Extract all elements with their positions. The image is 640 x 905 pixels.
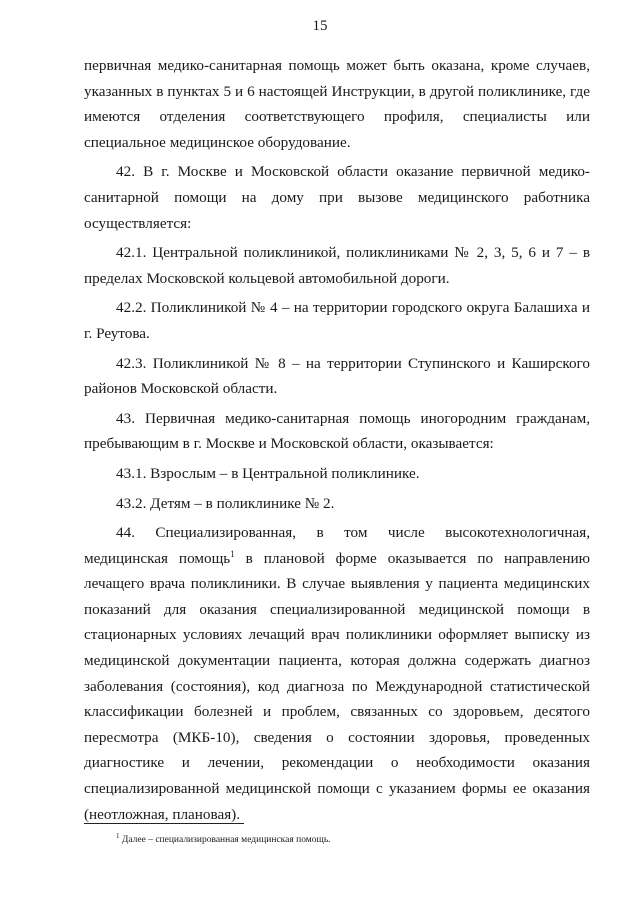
paragraph-43: 43. Первичная медико-санитарная помощь иногородним гражданам, пребывающим в г. Москве и Московской области, оказывается: (84, 409, 590, 453)
page-number: 15 (312, 18, 328, 34)
paragraph-43-1: 43.1. Взрослым – в Центральной поликлинике. (116, 464, 420, 482)
paragraph-42-2: 42.2. Поликлиникой № 4 – на территории городского округа Балашиха и г. Реутова. (84, 299, 590, 342)
paragraph-42-1: 42.1. Центральной поликлиникой, поликлиниками № 2, 3, 5, 6 и 7 – в пределах Московской кольцевой автомобильной дороги. (84, 244, 590, 287)
paragraph-44-lead: 44. Специализированная, в том числе высокотехнологичная, медицинская помощь (84, 524, 590, 567)
paragraph-44 (84, 520, 590, 827)
footnote (116, 830, 596, 846)
paragraph-44-rest: в плановой форме оказывается по направлению лечащего врача поликлиники. В случае выявления у пациента медицинских показаний для оказания специализированной медицинской помощи в стационарных условиях лечащий врач поликлиники оформляет выписку из медицинской документации пациента, которая должна содержать диагноз заболевания (состояния), код диагноза по Международной статистической классификации болезней и проблем, связанных со здоровьем, десятого пересмотра (МКБ-10), сведения о состоянии здоровья, проведенных диагностике и лечении, рекомендации о необходимости оказания специализированной медицинской помощи с указанием формы ее оказания (неотложная, плановая). (84, 549, 590, 823)
document-body (84, 53, 590, 827)
paragraph-continuation: первичная медико-санитарная помощь может быть оказана, кроме случаев, указанных в пунктах 5 и 6 настоящей Инструкции, в другой поликлинике, где имеются отделения соответствующего профиля, специалисты или специальное медицинское оборудование. (84, 57, 590, 151)
footnote-marker: 1 (116, 832, 120, 840)
paragraph-43-2: 43.2. Детям – в поликлинике № 2. (116, 494, 335, 512)
footnote-divider (84, 823, 244, 824)
paragraph-42-3: 42.3. Поликлиникой № 8 – на территории Ступинского и Каширского районов Московской области. (84, 354, 590, 398)
footnote-reference: 1 (230, 548, 235, 559)
footnote-text: Далее – специализированная медицинская помощь. (121, 835, 331, 846)
paragraph-42: 42. В г. Москве и Московской области оказание первичной медико-санитарной помощи на дому при вызове медицинского работника осуществляется: (84, 163, 590, 232)
